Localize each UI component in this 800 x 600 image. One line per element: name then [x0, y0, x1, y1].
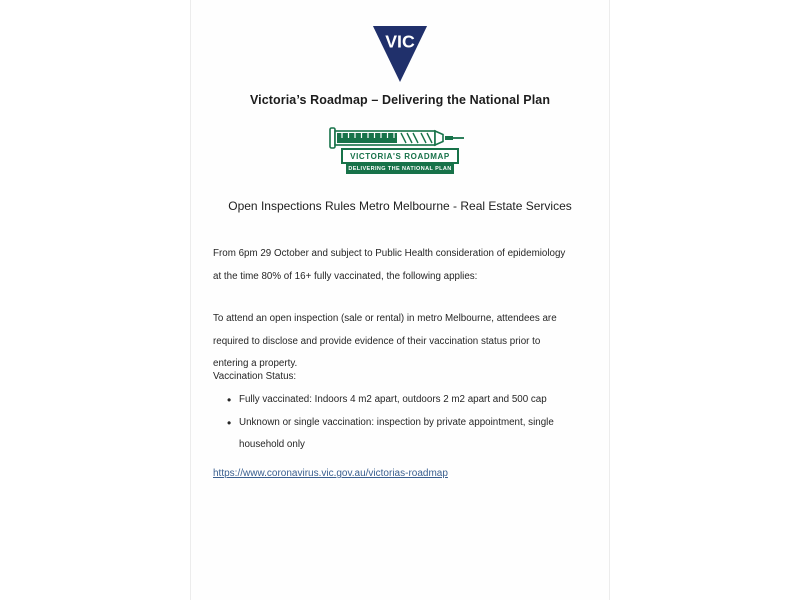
roadmap-link[interactable]: https://www.coronavirus.vic.gov.au/victorias-roadmap [213, 468, 448, 479]
paragraph-effective-date: From 6pm 29 October and subject to Public Health consideration of epidemiology at the time 80% of 16+ fully vaccinated, the following applies: [213, 248, 566, 282]
document-page [190, 0, 610, 600]
document-title: Victoria’s Roadmap – Delivering the National Plan [249, 93, 551, 107]
document-subtitle: Open Inspections Rules Metro Melbourne - Real Estate Services [228, 199, 572, 213]
list-item-unknown-vaccination: • Unknown or single vaccination: inspection by private appointment, single household only [239, 412, 581, 457]
vic-triangle-icon [372, 24, 428, 84]
vic-logo [372, 24, 428, 84]
roadmap-logo-title: VICTORIA'S ROADMAP [341, 148, 459, 164]
roadmap-logo [329, 125, 471, 174]
vaccination-rules-list [239, 389, 581, 457]
list-item-fully-vaccinated: • Fully vaccinated: Indoors 4 m2 apart, outdoors 2 m2 apart and 500 cap [239, 389, 581, 412]
roadmap-logo-subtitle: DELIVERING THE NATIONAL PLAN [346, 164, 454, 174]
vaccination-status-heading: Vaccination Status: [213, 371, 297, 382]
vic-logo-text: VIC [385, 31, 415, 52]
paragraph-attendance-rules: To attend an open inspection (sale or rental) in metro Melbourne, attendees are required to disclose and provide evidence of their vaccination status prior to entering a property. [213, 313, 557, 369]
